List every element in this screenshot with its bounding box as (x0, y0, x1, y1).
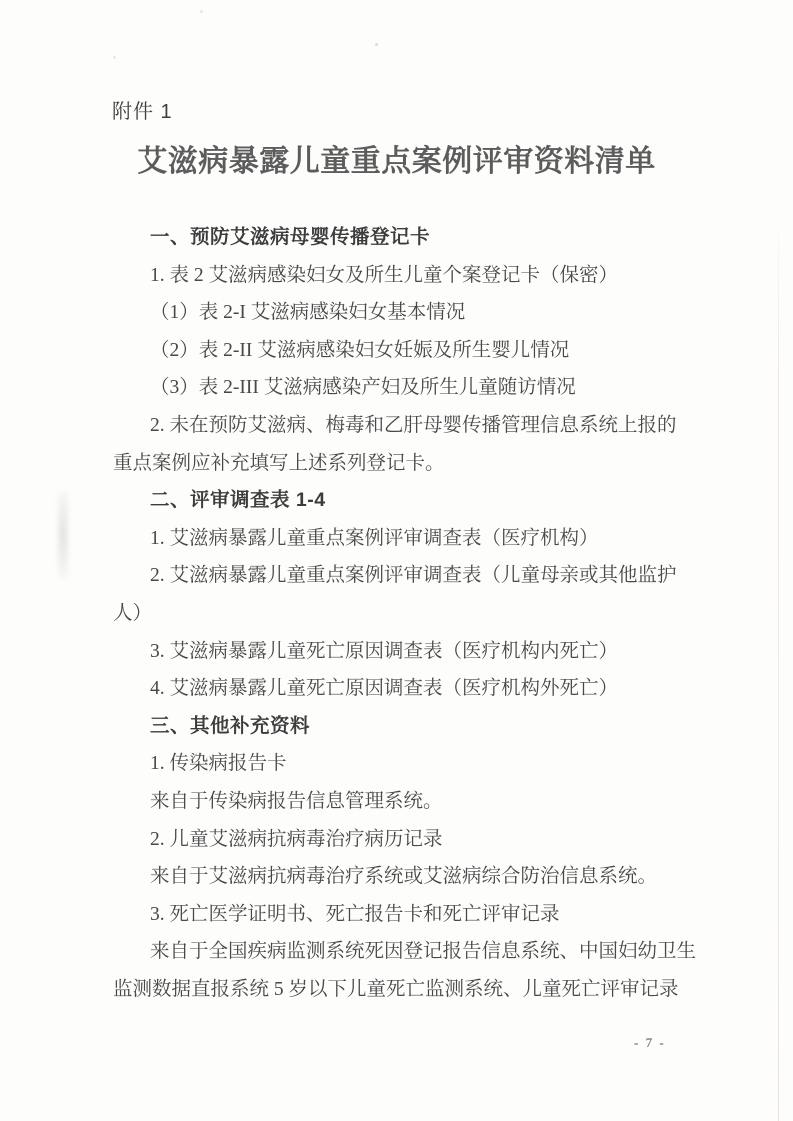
doc-line: 2. 艾滋病暴露儿童重点案例评审调查表（儿童母亲或其他监护 (150, 565, 677, 587)
doc-line: 监测数据直报系统 5 岁以下儿童死亡监测系统、儿童死亡评审记录 (113, 978, 679, 1000)
section-heading-1: 一、预防艾滋病母婴传播登记卡 (150, 226, 431, 248)
doc-line: 来自于艾滋病抗病毒治疗系统或艾滋病综合防治信息系统。 (150, 866, 658, 888)
page-title: 艾滋病暴露儿童重点案例评审资料清单 (137, 145, 656, 178)
section-heading-2: 二、评审调查表 1-4 (150, 489, 326, 512)
scan-edge-artifact (778, 205, 779, 1121)
document-body (113, 219, 697, 1008)
doc-line: 4. 艾滋病暴露儿童死亡原因调查表（医疗机构外死亡） (150, 678, 619, 700)
doc-line: 3. 死亡医学证明书、死亡报告卡和死亡评审记录 (150, 903, 560, 925)
scan-speck (200, 10, 203, 13)
scan-speck (113, 56, 116, 59)
scan-speck (375, 43, 378, 46)
doc-line: 来自于传染病报告信息管理系统。 (150, 790, 443, 812)
section-heading-3: 三、其他补充资料 (150, 714, 311, 737)
attachment-label: 附件 1 (112, 101, 173, 123)
doc-line: （3）表 2-III 艾滋病感染产妇及所生儿童随访情况 (150, 377, 576, 399)
page-number: - 7 - (634, 1035, 666, 1050)
doc-line: 人） (113, 602, 153, 624)
doc-line: 1. 艾滋病暴露儿童重点案例评审调查表（医疗机构） (150, 527, 599, 549)
doc-line: （1）表 2-I 艾滋病感染妇女基本情况 (150, 302, 466, 324)
doc-line: 2. 儿童艾滋病抗病毒治疗病历记录 (150, 828, 443, 850)
doc-line: 1. 传染病报告卡 (150, 753, 287, 775)
doc-line: 来自于全国疾病监测系统死因登记报告信息系统、中国妇幼卫生 (150, 941, 697, 963)
doc-line: 1. 表 2 艾滋病感染妇女及所生儿童个案登记卡（保密） (150, 264, 619, 286)
scan-smudge-artifact (57, 492, 69, 578)
doc-line: （2）表 2-II 艾滋病感染妇女妊娠及所生婴儿情况 (150, 339, 570, 361)
doc-line: 2. 未在预防艾滋病、梅毒和乙肝母婴传播管理信息系统上报的 (150, 414, 677, 436)
doc-line: 重点案例应补充填写上述系列登记卡。 (113, 452, 445, 474)
doc-line: 3. 艾滋病暴露儿童死亡原因调查表（医疗机构内死亡） (150, 640, 619, 662)
